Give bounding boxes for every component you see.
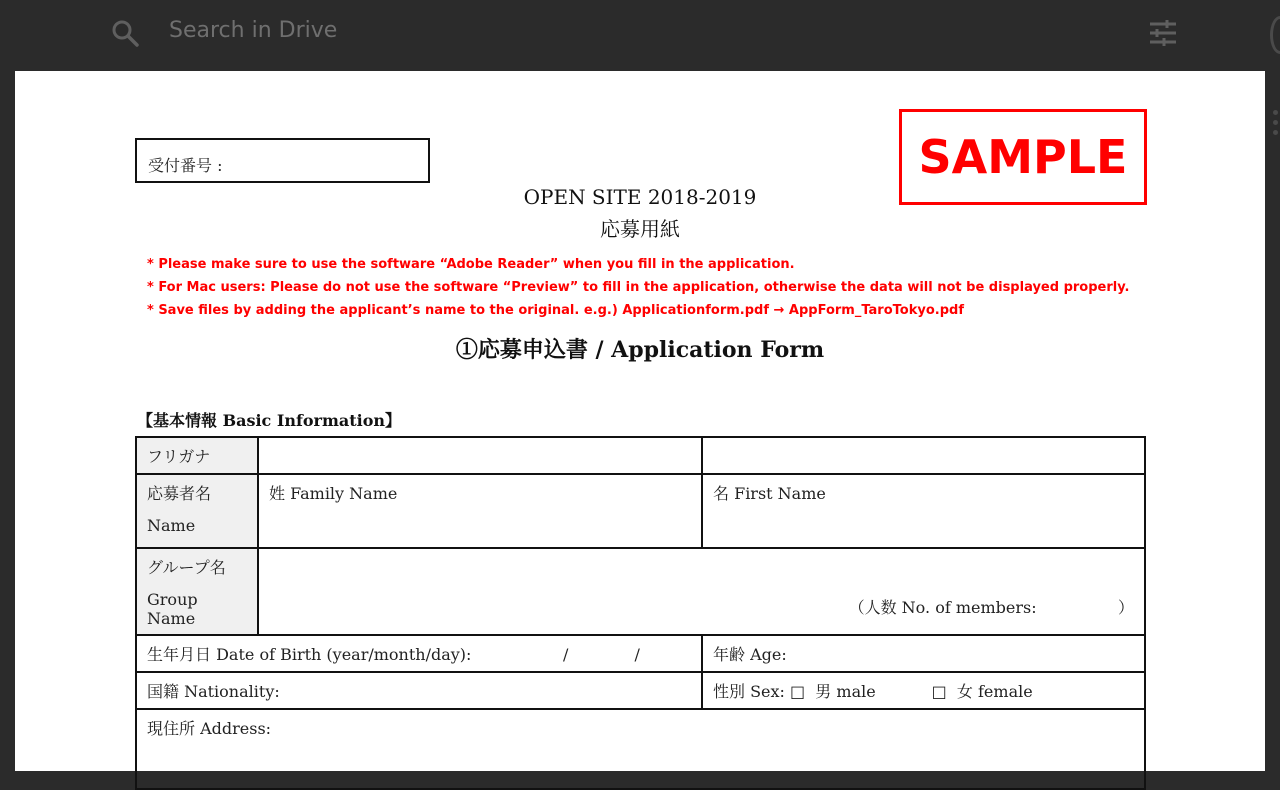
name-label-en: Name [147,516,196,535]
table-row [136,474,1145,548]
note-save-files: * Save files by adding the applicant’s name to the original. e.g.) Applicationform.pdf → AppForm_TaroTokyo.pdf [147,303,964,318]
note-mac-users: * For Mac users: Please do not use the software “Preview” to fill in the application, otherwise the data will not be displayed properly. [147,280,1130,295]
sex-field[interactable] [702,672,1145,709]
note-adobe-reader: * Please make sure to use the software “Adobe Reader” when you fill in the application. [147,257,795,272]
document-title-en: OPEN SITE 2018-2019 [523,185,757,209]
first-name-label: 名 First Name [713,484,826,503]
furigana-first-field[interactable] [702,437,1145,474]
table-row [136,635,1145,672]
drive-top-bar [0,0,1280,70]
table-row [136,437,1145,474]
sex-label: 性別 Sex: □ 男 male □ 女 female [713,682,1033,701]
tune-icon[interactable] [1148,18,1178,48]
group-name-field[interactable] [258,548,1145,635]
group-label-en: Group Name [147,590,198,628]
group-label-ja: グループ名 [147,558,226,577]
pdf-page [15,71,1265,771]
name-label-ja: 応募者名 [147,484,212,503]
furigana-label: フリガナ [136,437,258,474]
members-count-label: （人数 No. of members: ） [848,598,1134,617]
age-field[interactable] [702,635,1145,672]
section-title: 【基本情報 Basic Information】 [137,411,402,430]
form-title: ①応募申込書 / Application Form [455,337,825,363]
age-label: 年齢 Age: [713,645,787,664]
dob-label: 生年月日 Date of Birth (year/month/day): / / [147,645,640,664]
table-row [136,709,1145,789]
receipt-number-box: 受付番号 : [135,138,430,183]
furigana-family-field[interactable] [258,437,702,474]
nationality-field[interactable] [136,672,702,709]
name-label [136,474,258,548]
search-icon[interactable] [110,18,140,48]
more-options-icon[interactable] [1273,110,1280,140]
sample-stamp: SAMPLE [899,109,1147,205]
nationality-label: 国籍 Nationality: [147,682,280,701]
first-name-field[interactable] [702,474,1145,548]
search-input[interactable]: Search in Drive [169,18,338,43]
account-icon[interactable] [1270,16,1280,54]
address-field[interactable] [136,709,1145,789]
family-name-field[interactable] [258,474,702,548]
address-label: 現住所 Address: [147,719,272,738]
group-label [136,548,258,635]
table-row [136,672,1145,709]
dob-field[interactable] [136,635,702,672]
document-title-ja: 応募用紙 [600,217,680,241]
family-name-label: 姓 Family Name [269,484,398,503]
basic-info-table [135,436,1146,790]
table-row [136,548,1145,635]
